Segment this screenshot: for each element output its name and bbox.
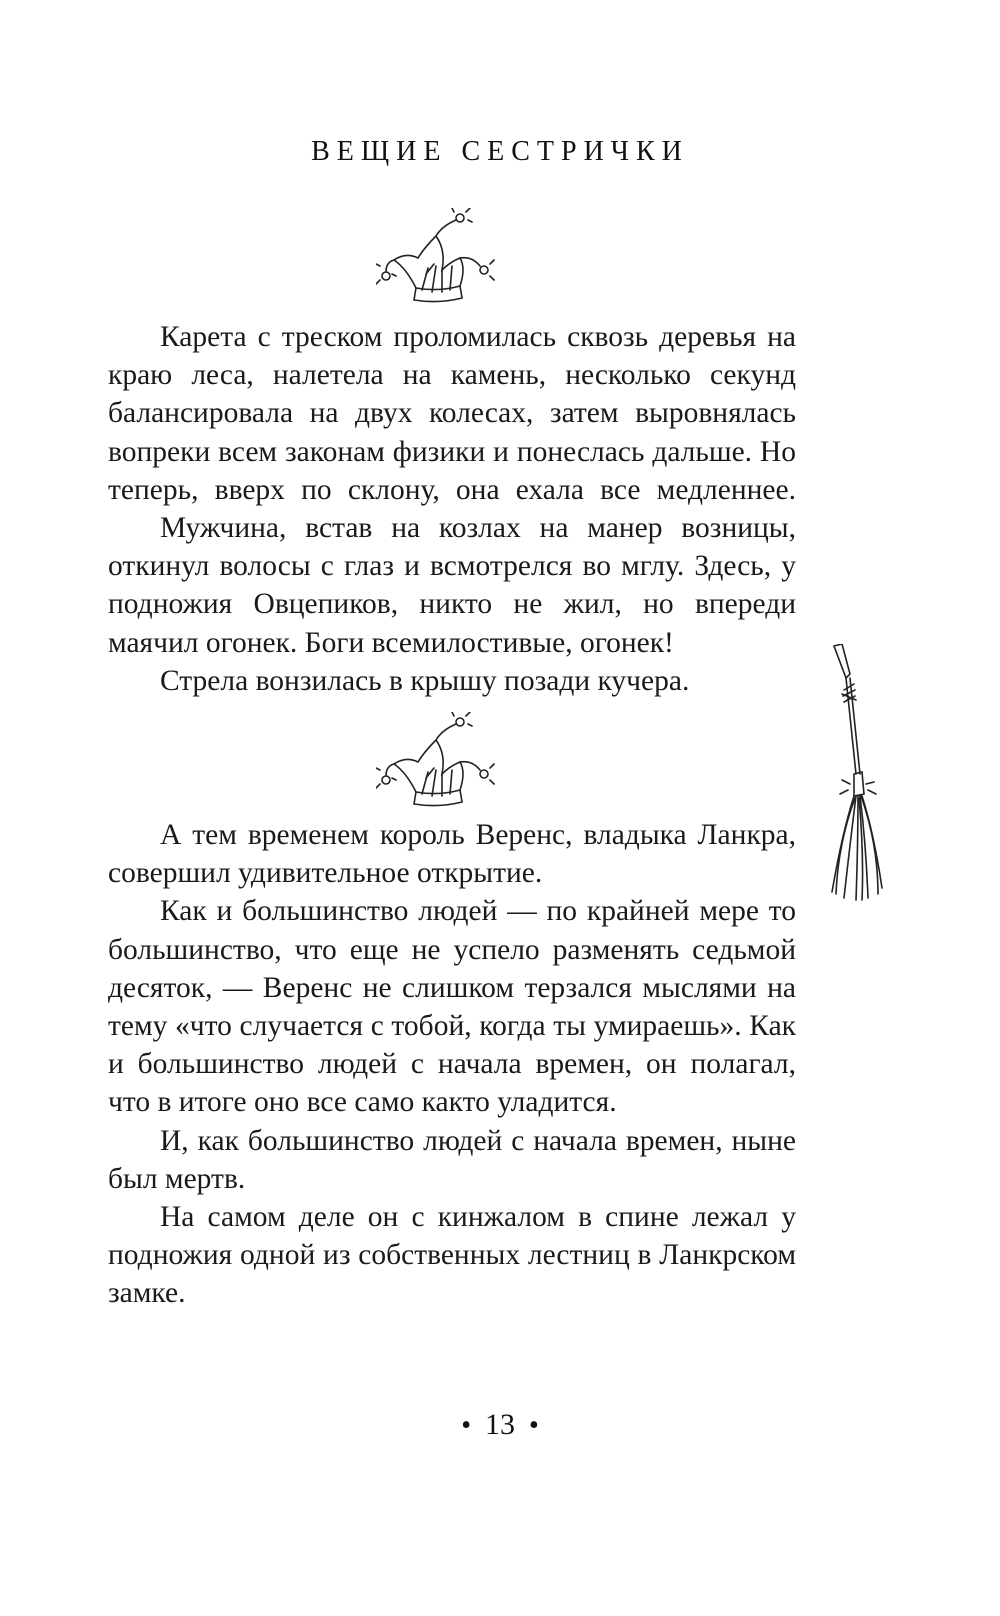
bullet: • (461, 1410, 471, 1441)
page-number-value: 13 (485, 1408, 515, 1441)
paragraph: И, как большинство людей с начала времен, ныне был мертв. (108, 1124, 796, 1195)
paragraph: На самом деле он с кинжалом в спине лежал у подножия одной из собственных лестниц в Ланкрском замке. (108, 1201, 796, 1310)
page-number (0, 1408, 1000, 1442)
jester-hat-icon (376, 712, 502, 808)
paragraph: Мужчина, встав на козлах на манер возницы, откинул волосы с глаз и всмотрелся во мглу. Здесь, у подножия Овцепиков, никто не жил, но впереди маячил огонек. Боги всемилостивые, огонек! (108, 512, 796, 659)
paragraph: Карета с треском проломилась сквозь деревья на краю леса, налетела на камень, несколько секунд балансировала на двух колесах, затем выровнялась вопреки всем законам физики и понеслась дальше. Но теперь, вверх по склону, она ехала все медленнее. (108, 321, 796, 506)
section-2-text (108, 816, 796, 1313)
paragraph: Как и большинство людей — по крайней мере то большинство, что еще не успело разменять седьмой десяток, — Веренс не слишком терзался мыслями на тему «что случается с тобой, когда ты умираешь». Как и большинство людей с начала времен, он полагал, что в итоге оно все само както уладится. (108, 895, 796, 1119)
jester-hat-icon (376, 208, 502, 304)
bullet: • (529, 1410, 539, 1441)
paragraph: Стрела вонзилась в крышу позади кучера. (160, 664, 690, 697)
paragraph: А тем временем король Веренс, владыка Ланкра, совершил удивительное открытие. (108, 819, 796, 890)
running-title: ВЕЩИЕ СЕСТРИЧКИ (311, 136, 689, 167)
broom-icon (828, 644, 886, 909)
section-1-text (108, 318, 796, 700)
